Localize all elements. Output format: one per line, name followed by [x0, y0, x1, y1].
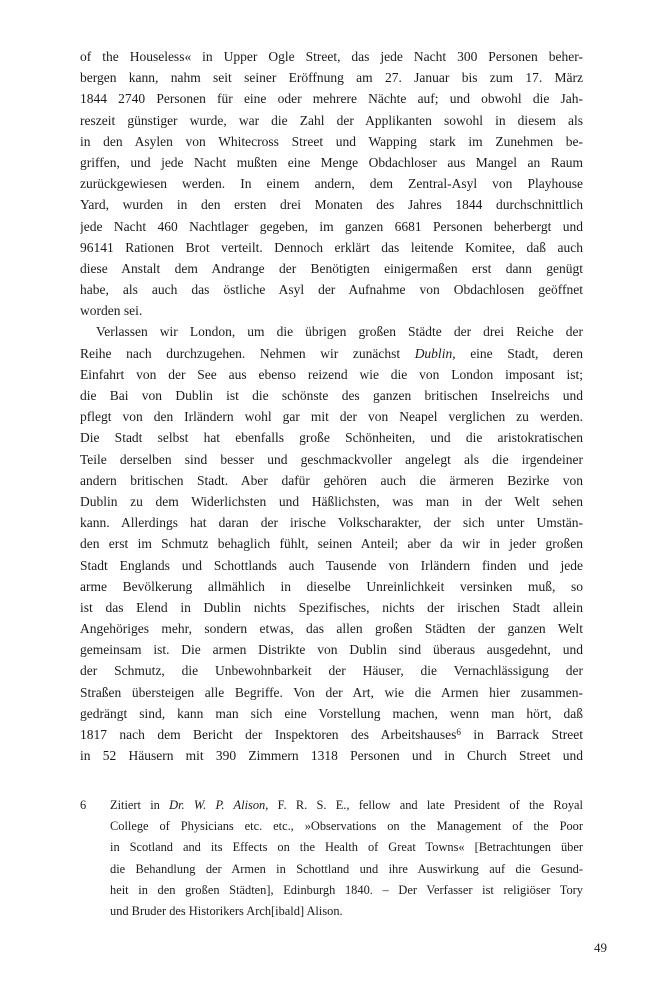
text-segment: die Behandlung der Armen in Schottland und ihre Auswirkung auf die Gesund- — [110, 861, 583, 876]
text-line — [80, 46, 583, 67]
text-segment: Einfahrt von der See aus ebenso reizend wie die von London imposant ist; — [80, 366, 583, 382]
text-segment: F. R. S. E., fellow and late President of the Royal — [268, 798, 583, 812]
text-segment: bergen kann, nahm seit seiner Eröffnung am 27. Januar bis zum 17. März — [80, 70, 583, 86]
text-segment: Stadt Englands und Schottlands auch Tausende von Irländern finden und jede — [80, 557, 583, 573]
text-segment: Teile derselben sind besser und geschmackvoller angelegt als die irgendeiner — [80, 451, 583, 467]
text-segment: Dublin, — [414, 345, 456, 361]
text-segment: die Bai von Dublin ist die schönste des ganzen britischen Inselreichs und — [80, 388, 583, 403]
text-segment: worden sei. — [80, 303, 143, 319]
text-segment: College of Physicians etc. etc., »Observations on the Management of the Poor — [110, 819, 583, 834]
text-line — [80, 88, 583, 109]
text-segment: gedrängt sind, kann man sich eine Vorstellung machen, wenn man hört, daß — [80, 705, 583, 721]
text-line — [80, 724, 583, 745]
text-segment: gemeinsam ist. Die armen Distrikte von Dublin sind überaus ausgedehnt, und — [80, 642, 583, 658]
text-line — [110, 837, 583, 858]
text-segment: der Schmutz, die Unbewohnbarkeit der Häuser, die Vernachlässigung der — [80, 663, 583, 679]
text-line — [80, 533, 583, 554]
text-segment: 96141 Rationen Brot verteilt. Dennoch erklärt das leitende Komitee, daß auch — [80, 239, 583, 255]
text-line — [110, 816, 583, 837]
text-segment: in den Asylen von Whitecross Street und Wapping stark im Zunehmen be- — [80, 133, 583, 149]
paragraph-continued — [80, 46, 583, 321]
text-segment: Dublin zu dem Widerlichsten und Häßlichsten, was man in der Welt sehen — [80, 493, 583, 509]
text-line — [80, 131, 583, 152]
footnote-marker: 6 — [80, 798, 87, 812]
footnote — [80, 795, 583, 922]
text-segment: ist das Elend in Dublin nichts Spezifisches, nichts der irischen Stadt allein — [80, 599, 583, 615]
text-line — [80, 67, 583, 88]
text-segment: of the Houseless« in Upper Ogle Street, das jede Nacht 300 Personen beher- — [80, 49, 583, 64]
text-line — [80, 512, 583, 533]
body-text — [80, 46, 583, 766]
text-line — [80, 152, 583, 173]
text-segment: eine Stadt, deren — [455, 345, 583, 361]
text-segment: 1817 nach dem Bericht der Inspektoren des Arbeitshauses — [80, 727, 457, 742]
text-segment: Angehöriges mehr, sondern etwas, das allen großen Städten der ganzen Welt — [80, 621, 583, 637]
text-line — [80, 703, 583, 724]
footnote-reference: 6 — [456, 726, 461, 737]
paragraph-dublin — [80, 321, 583, 766]
text-line — [80, 555, 583, 576]
text-line — [80, 470, 583, 491]
text-segment: in 52 Häusern mit 390 Zimmern 1318 Personen und in Church Street und — [80, 748, 583, 764]
text-segment: arme Bevölkerung allmählich in dieselbe Unreinlichkeit versinken muß, so — [80, 578, 583, 594]
page-number: 49 — [594, 940, 607, 955]
text-line — [80, 300, 583, 321]
text-line — [80, 194, 583, 215]
text-line — [80, 576, 583, 597]
text-segment: Verlassen wir London, um die übrigen großen Städte der drei Reiche der — [96, 324, 583, 340]
text-segment: andern britischen Stadt. Aber dafür gehören auch die ärmeren Bezirke von — [80, 472, 583, 488]
text-segment: zurückgewiesen werden. In einem andern, dem Zentral-Asyl von Playhouse — [80, 176, 583, 192]
text-segment: griffen, und jede Nacht mußten eine Menge Obdachloser aus Mangel an Raum — [80, 154, 583, 170]
text-segment: Reihe nach durchzugehen. Nehmen wir zunächst — [80, 345, 415, 361]
text-segment: und Bruder des Historikers Arch[ibald] Alison. — [110, 903, 343, 918]
text-segment: heit in den großen Städten], Edinburgh 1840. – Der Verfasser ist religiöser Tory — [110, 882, 583, 897]
text-segment: Dr. W. P. Alison, — [169, 798, 269, 812]
text-segment: in Barrack Street — [461, 727, 583, 742]
text-line — [80, 682, 583, 703]
text-line — [80, 237, 583, 258]
text-line — [80, 449, 583, 470]
footnote-text — [110, 795, 583, 922]
text-segment: jede Nacht 460 Nachtlager gegeben, im ganzen 6681 Personen beherbergt und — [80, 218, 583, 234]
text-line — [80, 258, 583, 279]
text-segment: kann. Allerdings hat daran der irische Volkscharakter, der sich unter Umstän- — [80, 515, 583, 531]
text-line — [80, 597, 583, 618]
text-line — [110, 859, 583, 880]
text-segment: diese Anstalt dem Andrange der Benötigten einigermaßen erst dann genügt — [80, 260, 583, 276]
text-line — [80, 216, 583, 237]
text-segment: reszeit günstiger wurde, war die Zahl der Applikanten sowohl in diesem als — [80, 112, 583, 128]
text-line — [80, 173, 583, 194]
text-line — [80, 618, 583, 639]
text-line — [80, 660, 583, 681]
text-segment: Yard, wurden in den ersten drei Monaten des Jahres 1844 durchschnittlich — [80, 197, 583, 213]
text-line — [110, 880, 583, 901]
text-segment: Straßen übersteigen alle Begriffe. Von der Art, wie die Armen hier zusammen- — [80, 684, 583, 700]
text-line — [80, 364, 583, 385]
text-segment: pflegt von den Irländern wohl gar mit der von Neapel verglichen zu werden. — [80, 409, 583, 425]
text-line — [80, 343, 583, 364]
text-line — [80, 321, 583, 342]
text-line — [80, 427, 583, 448]
text-segment: 1844 2740 Personen für eine oder mehrere Nächte auf; und obwohl die Jah- — [80, 91, 583, 107]
text-line — [110, 795, 583, 816]
text-line — [80, 745, 583, 766]
text-line — [80, 110, 583, 131]
text-segment: Die Stadt selbst hat ebenfalls große Schönheiten, und die aristokratischen — [80, 430, 583, 446]
text-line — [80, 385, 583, 406]
text-segment: habe, als auch das östliche Asyl der Aufnahme von Obdachlosen geöffnet — [80, 282, 583, 298]
text-segment: in Scotland and its Effects on the Health of Great Towns« [Betrachtungen über — [110, 840, 583, 855]
text-line — [80, 279, 583, 300]
text-line — [110, 901, 583, 922]
text-line — [80, 491, 583, 512]
text-segment: Zitiert in — [110, 798, 170, 812]
text-segment: den erst im Schmutz behaglich fühlt, seinen Anteil; aber da wir in jeder großen — [80, 536, 583, 552]
text-line — [80, 639, 583, 660]
text-line — [80, 406, 583, 427]
